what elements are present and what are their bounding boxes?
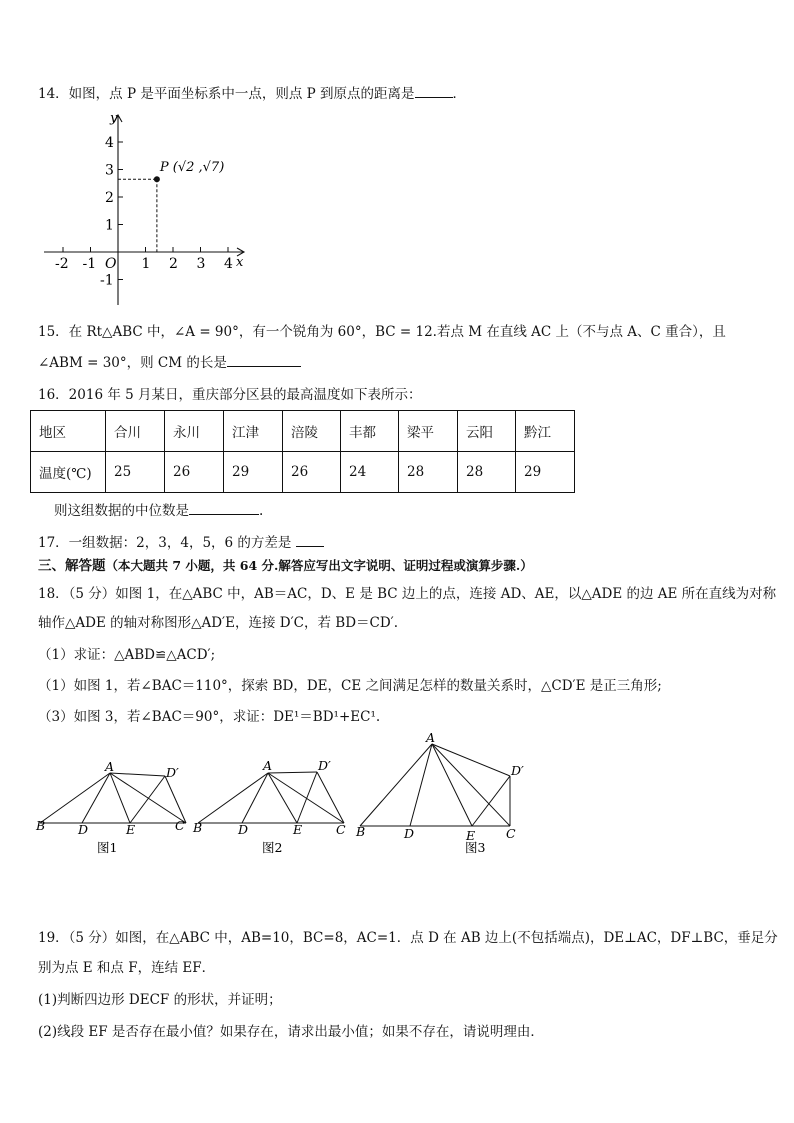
x-tick-label: -2 <box>55 256 69 272</box>
fig2-segment-A-D <box>242 773 268 823</box>
y-tick-label: 1 <box>105 217 114 234</box>
table-cell: 云阳 <box>458 411 516 452</box>
table-cell: 涪陵 <box>283 411 341 452</box>
fig1-segment-A-E <box>110 773 130 823</box>
q16-question: 则这组数据的中位数是 . <box>54 500 263 521</box>
x-tick-label: 3 <box>196 256 206 272</box>
q18-part1: （1）求证：△ABD≌△ACD′; <box>38 647 216 663</box>
fig2-label-C: C <box>336 822 346 837</box>
table-cell: 28 <box>458 452 516 493</box>
q19-line2: 别为点 E 和点 F，连结 EF． <box>38 960 216 976</box>
q18-figures <box>0 728 794 858</box>
fig1-label-C: C <box>175 818 185 833</box>
fig2-segment-A-C <box>268 773 344 823</box>
q19-part1: (1)判断四边形 DECF 的形状，并证明； <box>38 992 282 1008</box>
table-header-region: 地区 <box>31 411 106 452</box>
fig3-segment-E-Dp <box>472 776 510 826</box>
table-cell: 梁平 <box>399 411 458 452</box>
fig1-label-D: D <box>78 822 89 837</box>
fig3-segment-A-E <box>432 744 472 826</box>
fig2-label-Dp: D′ <box>318 758 331 773</box>
fig2-segment-E-Dp <box>297 772 317 823</box>
fig2-segment-A-Dp <box>268 772 317 773</box>
y-tick-label: 3 <box>105 162 114 179</box>
x-tick-label: 1 <box>141 256 151 272</box>
point-p <box>154 176 160 182</box>
fig1-segment-A-Dp <box>110 773 165 776</box>
table-cell: 28 <box>399 452 458 493</box>
table-cell: 26 <box>283 452 341 493</box>
fig1-caption: 图1 <box>97 840 118 855</box>
fig2-label-B: B <box>193 820 203 835</box>
section-title: 三、解答题（本大题共 7 小题，共 64 分.解答应写出文字说明、证明过程或演算步骤.） <box>38 558 533 574</box>
q19-part2: (2)线段 EF 是否存在最小值？如果存在，请求出最小值；如果不存在，请说明理由． <box>38 1024 544 1040</box>
x-tick-label: 2 <box>169 256 178 272</box>
table-header-temp: 温度(℃) <box>31 452 106 493</box>
fig3-label-B: B <box>356 824 366 839</box>
q15-answer-blank <box>227 352 301 367</box>
q17-text: 17．一组数据：2，3，4，5，6 的方差是 <box>38 532 324 553</box>
fig1-label-B: B <box>36 818 46 833</box>
table-cell: 29 <box>224 452 283 493</box>
q14-answer-blank <box>415 83 453 98</box>
table-cell: 25 <box>106 452 165 493</box>
fig1-label-E: E <box>126 822 136 837</box>
table-cell: 黔江 <box>516 411 575 452</box>
fig3-caption: 图3 <box>465 840 486 855</box>
fig3-label-E: E <box>466 828 476 843</box>
fig3-label-Dp: D′ <box>511 763 524 778</box>
fig2-caption: 图2 <box>262 840 283 855</box>
q18-part2: （1）如图 1，若∠BAC＝110°，探索 BD，DE，CE 之间满足怎样的数量关系时，△CD′E 是正三角形; <box>38 678 662 694</box>
x-tick-label: 4 <box>224 256 233 272</box>
fig3-label-D: D <box>404 826 415 841</box>
q18-line1: 18．（5 分）如图 1，在△ABC 中，AB＝AC，D、E 是 BC 边上的点，连接 AD、AE，以△ADE 的边 AE 所在直线为对称 <box>38 586 777 602</box>
y-tick-label: 2 <box>105 190 114 206</box>
fig1-segment-A-B <box>40 773 110 823</box>
q18-line2: 轴作△ADE 的轴对称图形△AD′E，连接 D′C，若 BD＝CD′. <box>38 615 399 631</box>
table-cell: 永川 <box>165 411 224 452</box>
q15-line2: ∠ABM = 30°，则 CM 的长是 <box>38 352 301 373</box>
y-tick-label: -1 <box>100 272 114 289</box>
table-row-temps <box>31 452 575 493</box>
fig2-segment-Dp-C <box>317 772 344 823</box>
fig1-segment-E-Dp <box>130 776 165 823</box>
fig2-segment-A-B <box>198 773 268 823</box>
fig3-segment-A-Dp <box>432 744 510 776</box>
fig3-segment-A-C <box>432 744 510 826</box>
x-axis-label: x <box>236 255 244 270</box>
y-axis-label: y <box>110 111 118 126</box>
table-cell: 29 <box>516 452 575 493</box>
q19-line1: 19．（5 分）如图，在△ABC 中，AB=10，BC=8，AC=1．点 D 在 AB 边上(不包括端点)，DE⊥AC，DF⊥BC，垂足分 <box>38 930 778 946</box>
y-tick-label: 4 <box>105 135 114 151</box>
temperature-table <box>30 410 575 493</box>
fig2-label-A: A <box>263 758 273 773</box>
q17-answer-blank <box>296 532 324 547</box>
q16-text: 16．2016 年 5 月某日，重庆部分区县的最高温度如下表所示： <box>38 387 422 403</box>
q18-part3: （3）如图 3，若∠BAC＝90°，求证：DE¹＝BD¹+EC¹. <box>38 709 381 725</box>
origin-label: O <box>105 256 117 272</box>
fig3-label-C: C <box>506 826 516 841</box>
point-p-label: P (√2 ,√7) <box>159 160 225 176</box>
q16-answer-blank <box>189 500 259 515</box>
q14-text: 14．如图，点 P 是平面坐标系中一点，则点 P 到原点的距离是 ． <box>38 83 466 104</box>
fig1-label-Dp: D′ <box>166 765 179 780</box>
fig1-label-A: A <box>105 759 115 774</box>
table-cell: 26 <box>165 452 224 493</box>
q15-line1: 15．在 Rt△ABC 中，∠A = 90°，有一个锐角为 60°，BC = 12.若点 M 在直线 AC 上（不与点 A、C 重合），且 <box>38 324 726 340</box>
table-cell: 合川 <box>106 411 165 452</box>
table-cell: 24 <box>341 452 399 493</box>
table-cell: 江津 <box>224 411 283 452</box>
q14-coordinate-graph <box>38 110 288 310</box>
fig2-segment-A-E <box>268 773 297 823</box>
fig2-label-D: D <box>238 822 249 837</box>
x-tick-label: -1 <box>82 256 97 272</box>
fig3-label-A: A <box>426 730 436 745</box>
fig2-label-E: E <box>293 822 303 837</box>
fig1-segment-A-D <box>82 773 110 823</box>
table-cell: 丰都 <box>341 411 399 452</box>
table-row-regions <box>31 411 575 452</box>
